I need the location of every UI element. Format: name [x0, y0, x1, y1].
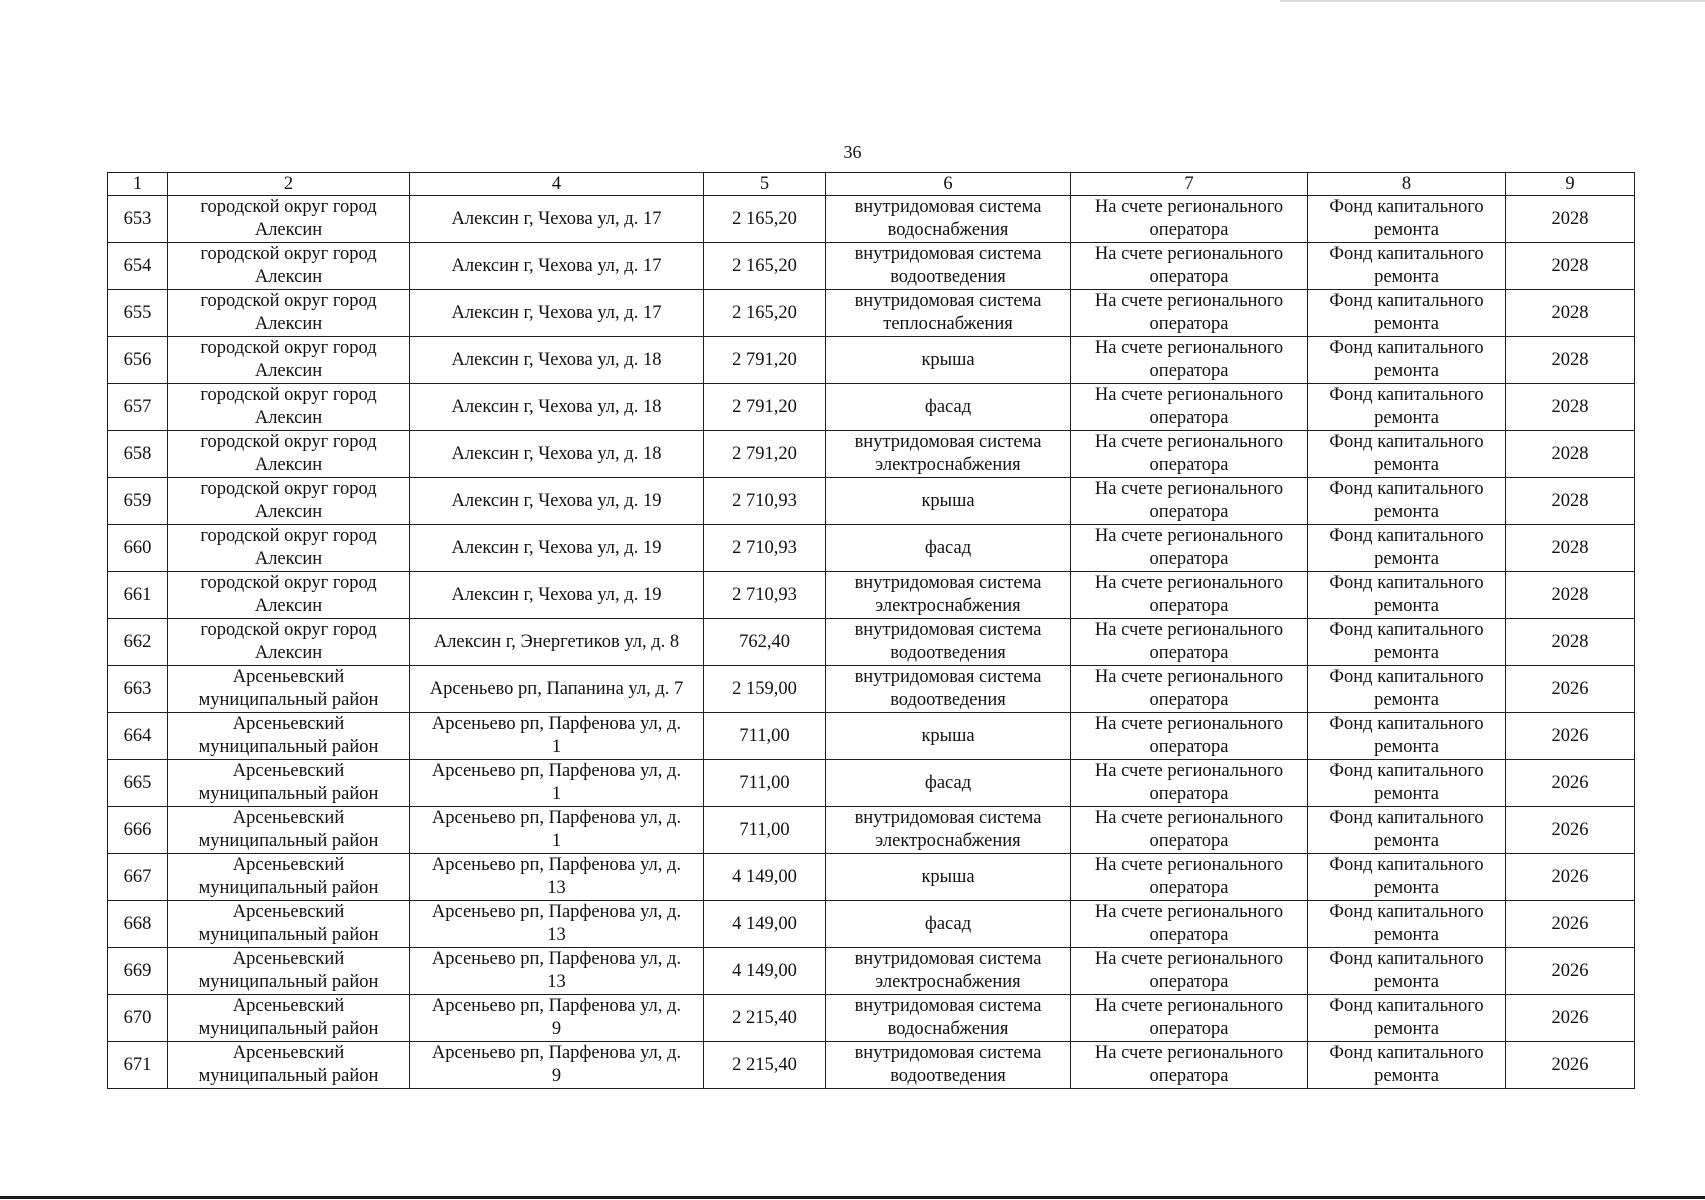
cost-cell: 2 165,20 — [704, 243, 826, 290]
work-type-cell: крыша — [826, 713, 1071, 760]
account-cell: На счете регионального оператора — [1071, 572, 1308, 619]
work-type-cell: внутридомовая система водоснабжения — [826, 196, 1071, 243]
account-cell: На счете регионального оператора — [1071, 854, 1308, 901]
cost-cell: 4 149,00 — [704, 901, 826, 948]
row-number-cell: 663 — [108, 666, 168, 713]
account-cell: На счете регионального оператора — [1071, 290, 1308, 337]
year-cell: 2028 — [1506, 619, 1635, 666]
funding-source-cell: Фонд капитального ремонта — [1308, 243, 1506, 290]
municipality-cell: Арсеньевский муниципальный район — [168, 760, 410, 807]
municipality-cell: Арсеньевский муниципальный район — [168, 666, 410, 713]
municipality-cell: Арсеньевский муниципальный район — [168, 1042, 410, 1089]
work-type-cell: внутридомовая система электроснабжения — [826, 807, 1071, 854]
row-number-cell: 670 — [108, 995, 168, 1042]
work-type-cell: крыша — [826, 478, 1071, 525]
year-cell: 2028 — [1506, 572, 1635, 619]
row-number-cell: 662 — [108, 619, 168, 666]
address-cell: Алексин г, Чехова ул, д. 18 — [410, 431, 704, 478]
address-cell: Арсеньево рп, Парфенова ул, д. 13 — [410, 854, 704, 901]
funding-source-cell: Фонд капитального ремонта — [1308, 525, 1506, 572]
funding-source-cell: Фонд капитального ремонта — [1308, 431, 1506, 478]
table-row — [108, 995, 1635, 1042]
table-header-row — [108, 173, 1635, 196]
row-number-cell: 661 — [108, 572, 168, 619]
capital-repair-table — [107, 172, 1635, 1089]
year-cell: 2026 — [1506, 901, 1635, 948]
municipality-cell: городской округ город Алексин — [168, 478, 410, 525]
cost-cell: 2 791,20 — [704, 384, 826, 431]
municipality-cell: Арсеньевский муниципальный район — [168, 713, 410, 760]
work-type-cell: фасад — [826, 901, 1071, 948]
address-cell: Арсеньево рп, Парфенова ул, д. 13 — [410, 901, 704, 948]
year-cell: 2026 — [1506, 948, 1635, 995]
cost-cell: 2 710,93 — [704, 572, 826, 619]
row-number-cell: 671 — [108, 1042, 168, 1089]
account-cell: На счете регионального оператора — [1071, 478, 1308, 525]
address-cell: Арсеньево рп, Парфенова ул, д. 9 — [410, 1042, 704, 1089]
cost-cell: 711,00 — [704, 713, 826, 760]
municipality-cell: городской округ город Алексин — [168, 243, 410, 290]
cost-cell: 711,00 — [704, 807, 826, 854]
column-header: 6 — [826, 173, 1071, 196]
address-cell: Арсеньево рп, Парфенова ул, д. 13 — [410, 948, 704, 995]
table-row — [108, 196, 1635, 243]
table-row — [108, 243, 1635, 290]
table-row — [108, 384, 1635, 431]
scan-bottom-edge — [0, 1196, 1705, 1199]
column-header: 9 — [1506, 173, 1635, 196]
account-cell: На счете регионального оператора — [1071, 948, 1308, 995]
cost-cell: 2 710,93 — [704, 525, 826, 572]
cost-cell: 2 165,20 — [704, 196, 826, 243]
municipality-cell: городской округ город Алексин — [168, 525, 410, 572]
table-row — [108, 1042, 1635, 1089]
funding-source-cell: Фонд капитального ремонта — [1308, 760, 1506, 807]
work-type-cell: внутридомовая система водоотведения — [826, 619, 1071, 666]
work-type-cell: крыша — [826, 854, 1071, 901]
municipality-cell: городской округ город Алексин — [168, 384, 410, 431]
table-row — [108, 478, 1635, 525]
address-cell: Алексин г, Чехова ул, д. 19 — [410, 525, 704, 572]
municipality-cell: Арсеньевский муниципальный район — [168, 995, 410, 1042]
municipality-cell: городской округ город Алексин — [168, 337, 410, 384]
municipality-cell: городской округ город Алексин — [168, 290, 410, 337]
year-cell: 2026 — [1506, 713, 1635, 760]
year-cell: 2028 — [1506, 478, 1635, 525]
work-type-cell: внутридомовая система электроснабжения — [826, 572, 1071, 619]
year-cell: 2028 — [1506, 196, 1635, 243]
address-cell: Арсеньево рп, Парфенова ул, д. 1 — [410, 760, 704, 807]
scan-top-edge — [1280, 0, 1705, 2]
address-cell: Алексин г, Чехова ул, д. 18 — [410, 337, 704, 384]
account-cell: На счете регионального оператора — [1071, 995, 1308, 1042]
account-cell: На счете регионального оператора — [1071, 337, 1308, 384]
funding-source-cell: Фонд капитального ремонта — [1308, 619, 1506, 666]
account-cell: На счете регионального оператора — [1071, 1042, 1308, 1089]
row-number-cell: 668 — [108, 901, 168, 948]
address-cell: Алексин г, Чехова ул, д. 17 — [410, 196, 704, 243]
work-type-cell: фасад — [826, 760, 1071, 807]
table-row — [108, 854, 1635, 901]
column-header: 7 — [1071, 173, 1308, 196]
funding-source-cell: Фонд капитального ремонта — [1308, 384, 1506, 431]
row-number-cell: 655 — [108, 290, 168, 337]
column-header: 8 — [1308, 173, 1506, 196]
municipality-cell: городской округ город Алексин — [168, 619, 410, 666]
year-cell: 2026 — [1506, 995, 1635, 1042]
table-row — [108, 948, 1635, 995]
funding-source-cell: Фонд капитального ремонта — [1308, 290, 1506, 337]
account-cell: На счете регионального оператора — [1071, 243, 1308, 290]
account-cell: На счете регионального оператора — [1071, 807, 1308, 854]
work-type-cell: фасад — [826, 384, 1071, 431]
year-cell: 2028 — [1506, 431, 1635, 478]
cost-cell: 2 165,20 — [704, 290, 826, 337]
table-row — [108, 290, 1635, 337]
funding-source-cell: Фонд капитального ремонта — [1308, 995, 1506, 1042]
account-cell: На счете регионального оператора — [1071, 525, 1308, 572]
account-cell: На счете регионального оператора — [1071, 431, 1308, 478]
funding-source-cell: Фонд капитального ремонта — [1308, 337, 1506, 384]
page-number: 36 — [843, 142, 862, 162]
account-cell: На счете регионального оператора — [1071, 901, 1308, 948]
account-cell: На счете регионального оператора — [1071, 384, 1308, 431]
funding-source-cell: Фонд капитального ремонта — [1308, 807, 1506, 854]
cost-cell: 2 215,40 — [704, 1042, 826, 1089]
address-cell: Алексин г, Чехова ул, д. 17 — [410, 290, 704, 337]
row-number-cell: 665 — [108, 760, 168, 807]
account-cell: На счете регионального оператора — [1071, 760, 1308, 807]
cost-cell: 2 159,00 — [704, 666, 826, 713]
cost-cell: 2 791,20 — [704, 431, 826, 478]
table-row — [108, 431, 1635, 478]
account-cell: На счете регионального оператора — [1071, 196, 1308, 243]
cost-cell: 2 215,40 — [704, 995, 826, 1042]
row-number-cell: 660 — [108, 525, 168, 572]
column-header: 5 — [704, 173, 826, 196]
funding-source-cell: Фонд капитального ремонта — [1308, 901, 1506, 948]
address-cell: Алексин г, Чехова ул, д. 19 — [410, 478, 704, 525]
funding-source-cell: Фонд капитального ремонта — [1308, 713, 1506, 760]
address-cell: Алексин г, Энергетиков ул, д. 8 — [410, 619, 704, 666]
row-number-cell: 654 — [108, 243, 168, 290]
cost-cell: 4 149,00 — [704, 948, 826, 995]
row-number-cell: 669 — [108, 948, 168, 995]
column-header: 4 — [410, 173, 704, 196]
funding-source-cell: Фонд капитального ремонта — [1308, 196, 1506, 243]
municipality-cell: городской округ город Алексин — [168, 196, 410, 243]
cost-cell: 2 710,93 — [704, 478, 826, 525]
table-row — [108, 619, 1635, 666]
year-cell: 2026 — [1506, 854, 1635, 901]
funding-source-cell: Фонд капитального ремонта — [1308, 1042, 1506, 1089]
address-cell: Алексин г, Чехова ул, д. 18 — [410, 384, 704, 431]
table-row — [108, 807, 1635, 854]
address-cell: Алексин г, Чехова ул, д. 17 — [410, 243, 704, 290]
table-row — [108, 525, 1635, 572]
row-number-cell: 659 — [108, 478, 168, 525]
year-cell: 2028 — [1506, 525, 1635, 572]
address-cell: Арсеньево рп, Папанина ул, д. 7 — [410, 666, 704, 713]
municipality-cell: Арсеньевский муниципальный район — [168, 901, 410, 948]
cost-cell: 2 791,20 — [704, 337, 826, 384]
address-cell: Алексин г, Чехова ул, д. 19 — [410, 572, 704, 619]
address-cell: Арсеньево рп, Парфенова ул, д. 9 — [410, 995, 704, 1042]
row-number-cell: 653 — [108, 196, 168, 243]
column-header: 1 — [108, 173, 168, 196]
work-type-cell: внутридомовая система водоотведения — [826, 1042, 1071, 1089]
work-type-cell: внутридомовая система водоснабжения — [826, 995, 1071, 1042]
table-row — [108, 713, 1635, 760]
table-row — [108, 760, 1635, 807]
funding-source-cell: Фонд капитального ремонта — [1308, 572, 1506, 619]
account-cell: На счете регионального оператора — [1071, 713, 1308, 760]
funding-source-cell: Фонд капитального ремонта — [1308, 854, 1506, 901]
row-number-cell: 657 — [108, 384, 168, 431]
table-row — [108, 666, 1635, 713]
year-cell: 2026 — [1506, 807, 1635, 854]
funding-source-cell: Фонд капитального ремонта — [1308, 666, 1506, 713]
year-cell: 2026 — [1506, 666, 1635, 713]
funding-source-cell: Фонд капитального ремонта — [1308, 948, 1506, 995]
year-cell: 2026 — [1506, 1042, 1635, 1089]
account-cell: На счете регионального оператора — [1071, 666, 1308, 713]
column-header: 2 — [168, 173, 410, 196]
row-number-cell: 664 — [108, 713, 168, 760]
year-cell: 2028 — [1506, 243, 1635, 290]
year-cell: 2028 — [1506, 384, 1635, 431]
table-row — [108, 337, 1635, 384]
municipality-cell: городской округ город Алексин — [168, 572, 410, 619]
municipality-cell: Арсеньевский муниципальный район — [168, 807, 410, 854]
municipality-cell: Арсеньевский муниципальный район — [168, 948, 410, 995]
row-number-cell: 656 — [108, 337, 168, 384]
row-number-cell: 666 — [108, 807, 168, 854]
row-number-cell: 667 — [108, 854, 168, 901]
work-type-cell: внутридомовая система водоотведения — [826, 243, 1071, 290]
table-body — [108, 173, 1635, 1089]
cost-cell: 762,40 — [704, 619, 826, 666]
work-type-cell: внутридомовая система электроснабжения — [826, 948, 1071, 995]
year-cell: 2026 — [1506, 760, 1635, 807]
municipality-cell: Арсеньевский муниципальный район — [168, 854, 410, 901]
cost-cell: 4 149,00 — [704, 854, 826, 901]
work-type-cell: крыша — [826, 337, 1071, 384]
work-type-cell: внутридомовая система электроснабжения — [826, 431, 1071, 478]
cost-cell: 711,00 — [704, 760, 826, 807]
table-row — [108, 572, 1635, 619]
work-type-cell: внутридомовая система теплоснабжения — [826, 290, 1071, 337]
year-cell: 2028 — [1506, 290, 1635, 337]
funding-source-cell: Фонд капитального ремонта — [1308, 478, 1506, 525]
work-type-cell: фасад — [826, 525, 1071, 572]
municipality-cell: городской округ город Алексин — [168, 431, 410, 478]
account-cell: На счете регионального оператора — [1071, 619, 1308, 666]
year-cell: 2028 — [1506, 337, 1635, 384]
table-row — [108, 901, 1635, 948]
work-type-cell: внутридомовая система водоотведения — [826, 666, 1071, 713]
address-cell: Арсеньево рп, Парфенова ул, д. 1 — [410, 807, 704, 854]
row-number-cell: 658 — [108, 431, 168, 478]
address-cell: Арсеньево рп, Парфенова ул, д. 1 — [410, 713, 704, 760]
